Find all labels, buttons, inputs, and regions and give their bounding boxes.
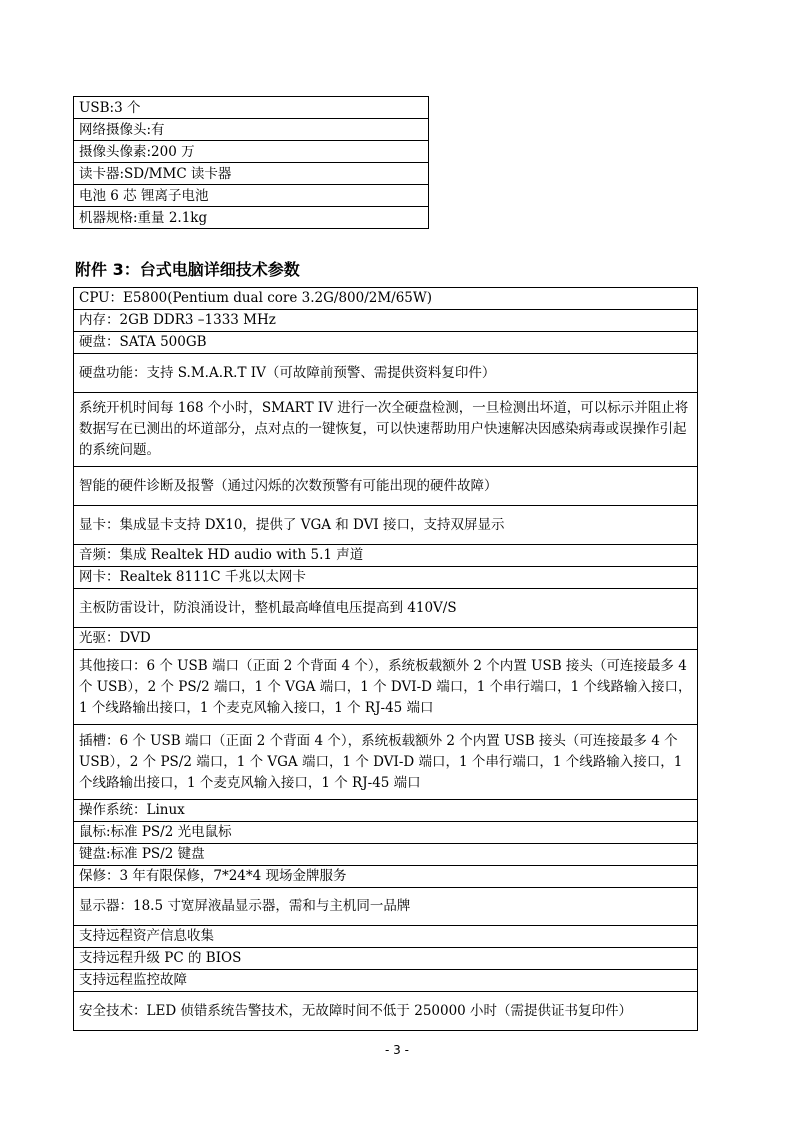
table-row (74, 844, 698, 866)
table-cell: 光驱：DVD (74, 628, 698, 650)
table-row (74, 800, 698, 822)
table-cell: CPU：E5800(Pentium dual core 3.2G/800/2M/65W) (74, 288, 698, 310)
table-cell: 键盘:标准 PS/2 键盘 (74, 844, 698, 866)
table-row (74, 506, 698, 545)
table-cell: 读卡器:SD/MMC 读卡器 (74, 163, 429, 185)
desktop-spec-table (73, 287, 698, 1031)
table-cell: 鼠标:标准 PS/2 光电鼠标 (74, 822, 698, 844)
table-cell: 显卡：集成显卡支持 DX10，提供了 VGA 和 DVI 接口，支持双屏显示 (74, 506, 698, 545)
table-row (74, 992, 698, 1031)
table-cell: 网卡：Realtek 8111C 千兆以太网卡 (74, 567, 698, 589)
table-cell: 电池 6 芯 锂离子电池 (74, 185, 429, 207)
table-row (74, 288, 698, 310)
table-row (74, 97, 429, 119)
table-cell: 支持远程升级 PC 的 BIOS (74, 948, 698, 970)
table-row (74, 310, 698, 332)
table-row (74, 141, 429, 163)
table-cell: 硬盘功能：支持 S.M.A.R.T IV（可故障前预警、需提供资料复印件） (74, 354, 698, 393)
table-cell: 主板防雷设计，防浪涌设计，整机最高峰值电压提高到 410V/S (74, 589, 698, 628)
table-cell: 支持远程监控故障 (74, 970, 698, 992)
section-heading: 附件 3：台式电脑详细技术参数 (75, 260, 300, 279)
table-cell: 显示器：18.5 寸宽屏液晶显示器，需和与主机同一品牌 (74, 888, 698, 926)
page-number: - 3 - (385, 1043, 409, 1057)
table-row (74, 589, 698, 628)
table-row (74, 822, 698, 844)
table-row (74, 119, 429, 141)
table-cell: 摄像头像素:200 万 (74, 141, 429, 163)
table-row (74, 725, 698, 800)
table-row (74, 926, 698, 948)
table-row (74, 567, 698, 589)
table-cell: 机器规格:重量 2.1kg (74, 207, 429, 229)
table-cell: 操作系统：Linux (74, 800, 698, 822)
table-row (74, 354, 698, 393)
table-cell: 音频：集成 Realtek HD audio with 5.1 声道 (74, 545, 698, 567)
table-row (74, 393, 698, 467)
table-cell: USB:3 个 (74, 97, 429, 119)
table-row (74, 650, 698, 725)
table-row (74, 545, 698, 567)
table-cell: 其他接口：6 个 USB 端口（正面 2 个背面 4 个），系统板载额外 2 个内置 USB 接头（可连接最多 4 个 USB），2 个 PS/2 端口，1 个 VGA 端口，1 个 DVI-D 端口，1 个串行端口，1 个线路输入接口，1 个线路输出接口，1 个麦克风输入接口，1 个 RJ-45 端口 (74, 650, 698, 725)
table-row (74, 948, 698, 970)
table-row (74, 628, 698, 650)
top-spec-table (73, 96, 429, 229)
table-cell: 安全技术：LED 侦错系统告警技术，无故障时间不低于 250000 小时（需提供证书复印件） (74, 992, 698, 1031)
table-row (74, 866, 698, 888)
table-row (74, 888, 698, 926)
table-row (74, 970, 698, 992)
table-cell: 网络摄像头:有 (74, 119, 429, 141)
table-cell: 系统开机时间每 168 个小时，SMART IV 进行一次全硬盘检测，一旦检测出坏道，可以标示并阻止将数据写在已测出的坏道部分，点对点的一键恢复，可以快速帮助用户快速解决因感染病毒或误操作引起的系统问题。 (74, 393, 698, 467)
table-row (74, 332, 698, 354)
table-row (74, 163, 429, 185)
table-cell: 内存：2GB DDR3 –1333 MHz (74, 310, 698, 332)
table-cell: 插槽：6 个 USB 端口（正面 2 个背面 4 个），系统板载额外 2 个内置 USB 接头（可连接最多 4 个 USB），2 个 PS/2 端口，1 个 VGA 端口，1 个 DVI-D 端口，1 个串行端口，1 个线路输入接口，1 个线路输出接口，1 个麦克风输入接口，1 个 RJ-45 端口 (74, 725, 698, 800)
table-row (74, 185, 429, 207)
table-row (74, 467, 698, 506)
table-cell: 智能的硬件诊断及报警（通过闪烁的次数预警有可能出现的硬件故障） (74, 467, 698, 506)
table-cell: 硬盘：SATA 500GB (74, 332, 698, 354)
table-cell: 支持远程资产信息收集 (74, 926, 698, 948)
table-row (74, 207, 429, 229)
table-cell: 保修：3 年有限保修，7*24*4 现场金牌服务 (74, 866, 698, 888)
